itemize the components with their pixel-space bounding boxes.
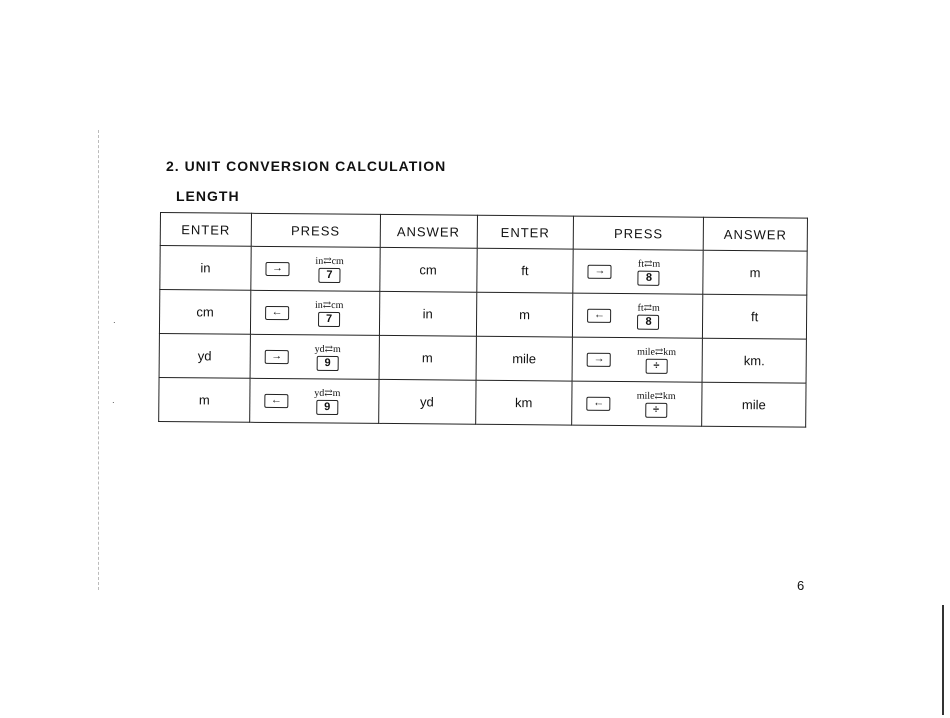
arrow-key-icon: → xyxy=(265,349,289,363)
function-key-label: ft⇄m xyxy=(637,258,661,270)
function-key xyxy=(637,302,660,329)
press-cell xyxy=(572,381,702,426)
keycap: 8 xyxy=(637,314,659,329)
enter-cell: km xyxy=(475,380,572,425)
function-key-label: mile⇄km xyxy=(637,346,677,358)
function-key-label: mile⇄km xyxy=(636,390,676,402)
arrow-key-icon: ← xyxy=(265,305,289,319)
table-row xyxy=(159,333,806,383)
answer-cell: cm xyxy=(379,247,476,292)
subsection-title: LENGTH xyxy=(176,188,240,204)
keycap: 8 xyxy=(638,270,660,285)
column-header-enter: ENTER xyxy=(160,213,251,247)
answer-cell: mile xyxy=(702,382,806,427)
function-key xyxy=(638,258,661,285)
function-key xyxy=(637,390,676,417)
enter-cell: in xyxy=(160,246,251,291)
scan-mark: ᐧ xyxy=(112,398,115,408)
function-key xyxy=(637,346,676,373)
answer-cell: yd xyxy=(378,379,475,424)
press-cell xyxy=(250,378,379,423)
scan-edge-artifact xyxy=(98,130,100,590)
page-edge-line xyxy=(942,605,944,715)
press-cell xyxy=(250,334,379,379)
table-row xyxy=(159,377,806,427)
table-header-row xyxy=(160,213,807,252)
function-key xyxy=(315,299,344,326)
table-row xyxy=(159,290,806,340)
function-key-label: yd⇄m xyxy=(314,343,341,355)
arrow-key-icon: ← xyxy=(587,396,611,410)
press-cell xyxy=(250,290,379,335)
press-cell xyxy=(572,337,702,382)
scan-mark: ᐧ xyxy=(113,318,116,328)
arrow-key-icon: → xyxy=(265,261,289,275)
keycap: 7 xyxy=(318,267,340,282)
function-key xyxy=(314,387,340,414)
column-header-press: PRESS xyxy=(574,216,704,250)
column-header-answer: ANSWER xyxy=(703,217,807,251)
function-key-label: yd⇄m xyxy=(314,387,341,399)
function-key-label: in⇄cm xyxy=(315,299,344,311)
length-conversion-table xyxy=(158,212,808,428)
function-key xyxy=(314,343,340,370)
arrow-key-icon: → xyxy=(588,264,612,278)
enter-cell: mile xyxy=(476,336,573,381)
enter-cell: yd xyxy=(159,333,250,378)
section-title: 2. UNIT CONVERSION CALCULATION xyxy=(166,158,447,174)
table-row xyxy=(160,246,807,296)
column-header-enter: ENTER xyxy=(477,215,574,249)
function-key-label: in⇄cm xyxy=(315,255,344,267)
enter-cell: ft xyxy=(476,248,573,293)
column-header-press: PRESS xyxy=(251,213,380,247)
enter-cell: m xyxy=(159,377,250,422)
answer-cell: km. xyxy=(702,338,806,383)
answer-cell: m xyxy=(379,335,476,380)
answer-cell: in xyxy=(379,291,476,336)
keycap: 9 xyxy=(316,399,338,414)
column-header-answer: ANSWER xyxy=(380,214,477,248)
enter-cell: m xyxy=(476,292,573,337)
function-key-label: ft⇄m xyxy=(637,302,660,314)
keycap: ÷ xyxy=(645,402,667,417)
page-number: 6 xyxy=(797,578,805,593)
enter-cell: cm xyxy=(159,290,250,335)
keycap: ÷ xyxy=(645,358,667,373)
arrow-key-icon: ← xyxy=(587,308,611,322)
press-cell xyxy=(251,246,380,291)
function-key xyxy=(315,255,344,282)
answer-cell: ft xyxy=(702,294,806,339)
keycap: 9 xyxy=(317,355,339,370)
keycap: 7 xyxy=(318,311,340,326)
answer-cell: m xyxy=(703,250,807,295)
arrow-key-icon: ← xyxy=(264,393,288,407)
arrow-key-icon: → xyxy=(587,352,611,366)
press-cell xyxy=(573,249,703,294)
press-cell xyxy=(573,293,703,338)
